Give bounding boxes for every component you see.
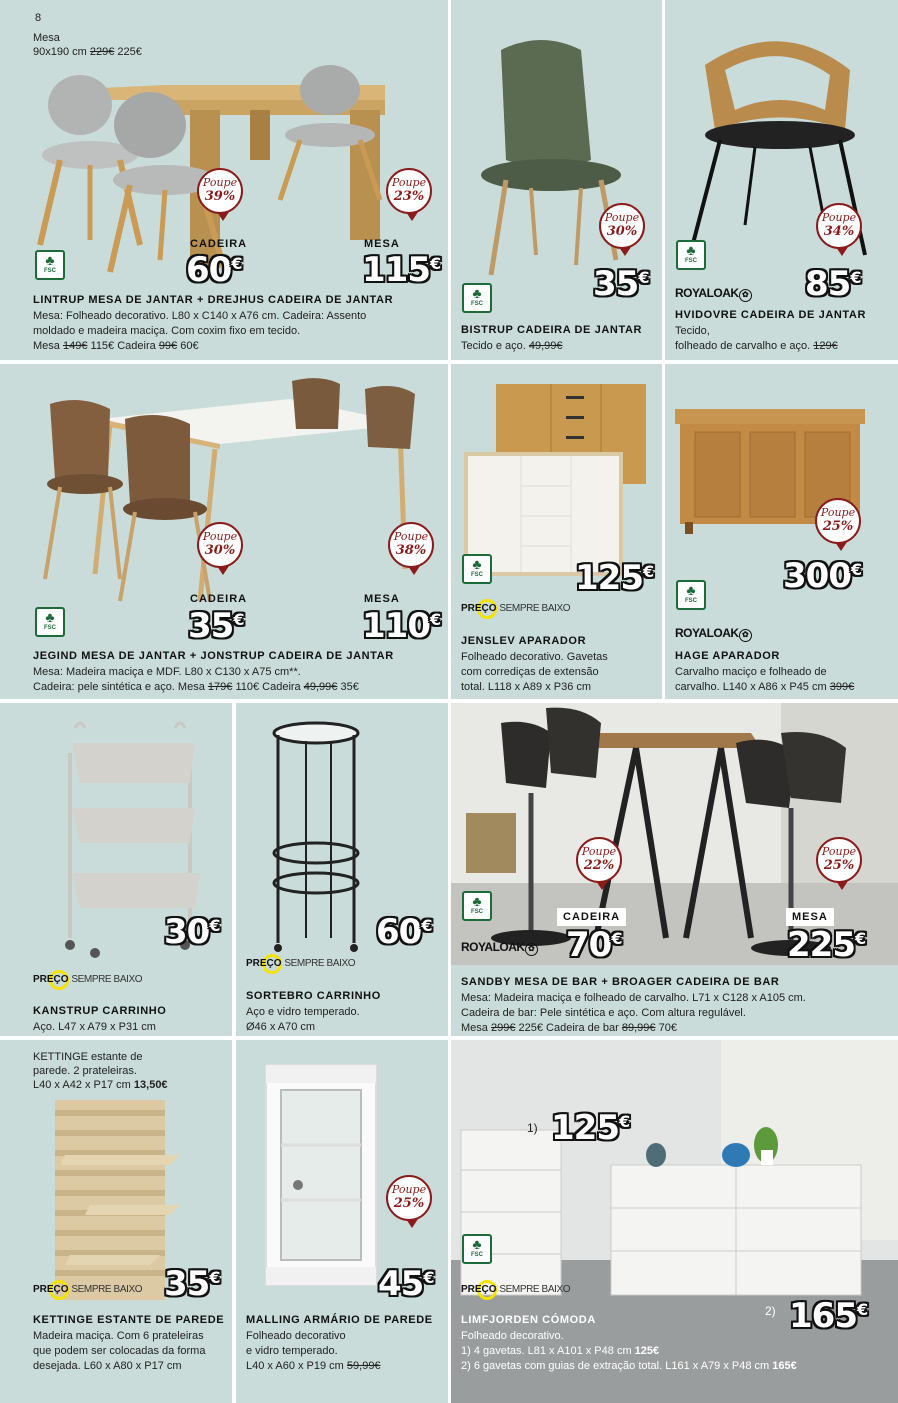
kettinge-panel	[0, 1040, 232, 1403]
product-title: SANDBY MESA DE BAR + BROAGER CADEIRA DE BAR	[461, 976, 780, 988]
product-title: KANSTRUP CARRINHO	[33, 1005, 167, 1017]
product-description: Folheado decorativo. Gavetas com corrediças de extensão total. L118 x A89 x P36 cm	[461, 651, 608, 693]
product-title: JENSLEV APARADOR	[461, 635, 587, 647]
product-price: 35€	[593, 264, 649, 304]
fsc-logo: ♣ FSC	[35, 607, 65, 637]
product-title: LINTRUP MESA DE JANTAR + DREJHUS CADEIRA DE JANTAR	[33, 294, 394, 306]
preco-sempre-baixo-logo: PREÇO SEMPRE BAIXO	[33, 974, 142, 985]
savings-badge: Poupe 25%	[386, 1175, 432, 1221]
chair-label: CADEIRA	[190, 593, 248, 605]
table-price: 110€	[362, 606, 441, 646]
page-number: 8	[35, 12, 42, 24]
product-title: BISTRUP CADEIRA DE JANTAR	[461, 324, 643, 336]
bistrup-panel	[451, 0, 662, 360]
oak-leaf-icon: ✿	[525, 943, 538, 956]
product-description: Tecido, folheado de carvalho e aço. 129€	[675, 325, 838, 352]
product-title: HVIDOVRE CADEIRA DE JANTAR	[675, 309, 867, 321]
table-price: 115€	[362, 250, 441, 290]
oak-leaf-icon: ✿	[739, 629, 752, 642]
table-label: MESA	[364, 238, 400, 250]
product-description: Aço. L47 x A79 x P31 cm	[33, 1021, 156, 1033]
product-description: Aço e vidro temperado. Ø46 x A70 cm	[246, 1006, 360, 1033]
tree-icon: ♣	[472, 1236, 482, 1252]
table-label: MESA	[786, 908, 834, 926]
oak-leaf-icon: ✿	[739, 289, 752, 302]
royal-oak-logo: ROYALOAK ✿	[675, 626, 752, 642]
table-savings-badge: Poupe 23%	[386, 168, 432, 214]
dresser-two-price: 165€	[789, 1296, 868, 1336]
tree-icon: ♣	[45, 252, 55, 268]
preco-sempre-baixo-logo: PREÇO SEMPRE BAIXO	[246, 958, 355, 969]
fsc-logo: ♣ FSC	[462, 283, 492, 313]
product-description: Madeira maciça. Com 6 prateleiras que podem ser colocadas da forma desejada. L60 x A80 x P17 cm	[33, 1330, 206, 1372]
product-description: Mesa: Folheado decorativo. L80 x C140 x A76 cm. Cadeira: Assento moldado e madeira maciça. Com coxim fixo em tecido. Mesa 149€ 115€ Cadeira 99€ 60€	[33, 310, 367, 352]
marker-two: 2)	[765, 1304, 776, 1318]
product-description: Mesa: Madeira maciça e folheado de carvalho. L71 x C128 x A105 cm. Cadeira de bar: Pele sintética e aço. Com altura regulável. Mesa 299€ 225€ Cadeira de bar 89,99€ 70€	[461, 992, 806, 1034]
savings-badge: Poupe 30%	[599, 203, 645, 249]
kanstrup-panel	[0, 703, 232, 1036]
product-description: Folheado decorativo. 1) 4 gavetas. L81 x A101 x P48 cm 125€ 2) 6 gavetas com guias de extração total. L161 x A79 x P48 cm 165€	[461, 1330, 797, 1372]
product-title: SORTEBRO CARRINHO	[246, 990, 381, 1002]
fsc-logo: ♣ FSC	[35, 250, 65, 280]
preco-sempre-baixo-logo: PREÇO SEMPRE BAIXO	[461, 603, 570, 614]
chair-label: CADEIRA	[190, 238, 248, 250]
savings-badge: Poupe 34%	[816, 203, 862, 249]
tree-icon: ♣	[472, 285, 482, 301]
chair-price: 60€	[186, 250, 242, 290]
fsc-logo: ♣ FSC	[462, 891, 492, 921]
preco-sempre-baixo-logo: PREÇO SEMPRE BAIXO	[33, 1284, 142, 1295]
sortebro-panel	[236, 703, 448, 1036]
limfjorden-panel	[451, 1040, 898, 1403]
fsc-logo: ♣ FSC	[676, 240, 706, 270]
tree-icon: ♣	[45, 609, 55, 625]
shelf-note: KETTINGE estante de parede. 2 prateleiras. L40 x A42 x P17 cm 13,50€	[33, 1051, 168, 1091]
fsc-logo: ♣ FSC	[676, 580, 706, 610]
tree-icon: ♣	[472, 893, 482, 909]
chair-savings-badge: Poupe 39%	[197, 168, 243, 214]
product-price: 300€	[783, 556, 862, 596]
chair-price: 70€	[566, 925, 622, 965]
product-price: 85€	[805, 264, 861, 304]
preco-sempre-baixo-logo: PREÇO SEMPRE BAIXO	[461, 1284, 570, 1295]
marker-one: 1)	[527, 1121, 538, 1135]
product-price: 125€	[575, 558, 654, 598]
product-title: MALLING ARMÁRIO DE PAREDE	[246, 1314, 433, 1326]
product-description: Mesa: Madeira maciça e MDF. L80 x C130 x A75 cm**. Cadeira: pele sintética e aço. Mesa 179€ 110€ Cadeira 49,99€ 35€	[33, 666, 359, 693]
chair-price: 35€	[188, 606, 244, 646]
table-note: Mesa 90x190 cm 229€ 225€	[33, 32, 142, 58]
chair-savings-badge: Poupe 22%	[576, 837, 622, 883]
malling-panel	[236, 1040, 448, 1403]
jegind-panel	[0, 364, 448, 699]
table-savings-badge: Poupe 25%	[816, 837, 862, 883]
table-label: MESA	[364, 593, 400, 605]
tree-icon: ♣	[686, 582, 696, 598]
hage-product-image	[665, 404, 898, 584]
royal-oak-logo: ROYALOAK ✿	[461, 940, 538, 956]
royal-oak-logo: ROYALOAK ✿	[675, 286, 752, 302]
product-price: 60€	[376, 912, 432, 952]
product-price: 35€	[164, 1264, 220, 1304]
product-title: JEGIND MESA DE JANTAR + JONSTRUP CADEIRA DE JANTAR	[33, 650, 394, 662]
fsc-logo: ♣ FSC	[462, 1234, 492, 1264]
hage-panel	[665, 364, 898, 699]
product-price: 30€	[164, 912, 220, 952]
jenslev-panel	[451, 364, 662, 699]
product-title: KETTINGE ESTANTE DE PAREDE	[33, 1314, 225, 1326]
product-description: Folheado decorativo e vidro temperado. L40 x A60 x P19 cm 59,99€	[246, 1330, 381, 1372]
chair-label: CADEIRA	[557, 908, 626, 926]
tree-icon: ♣	[472, 556, 482, 572]
lintrup-panel	[0, 0, 448, 360]
tree-icon: ♣	[686, 242, 696, 258]
product-description: Tecido e aço. 49,99€	[461, 340, 563, 352]
table-price: 225€	[787, 925, 866, 965]
product-price: 45€	[378, 1264, 434, 1304]
chair-savings-badge: Poupe 30%	[197, 522, 243, 568]
fsc-logo: ♣ FSC	[462, 554, 492, 584]
product-description: Carvalho maciço e folheado de carvalho. L140 x A86 x P45 cm 399€	[675, 666, 855, 693]
product-title: LIMFJORDEN CÓMODA	[461, 1314, 596, 1326]
product-title: HAGE APARADOR	[675, 650, 780, 662]
hvidovre-panel	[665, 0, 898, 360]
table-savings-badge: Poupe 38%	[388, 522, 434, 568]
sandby-panel	[451, 703, 898, 1036]
savings-badge: Poupe 25%	[815, 498, 861, 544]
dresser-one-price: 125€	[551, 1108, 630, 1148]
